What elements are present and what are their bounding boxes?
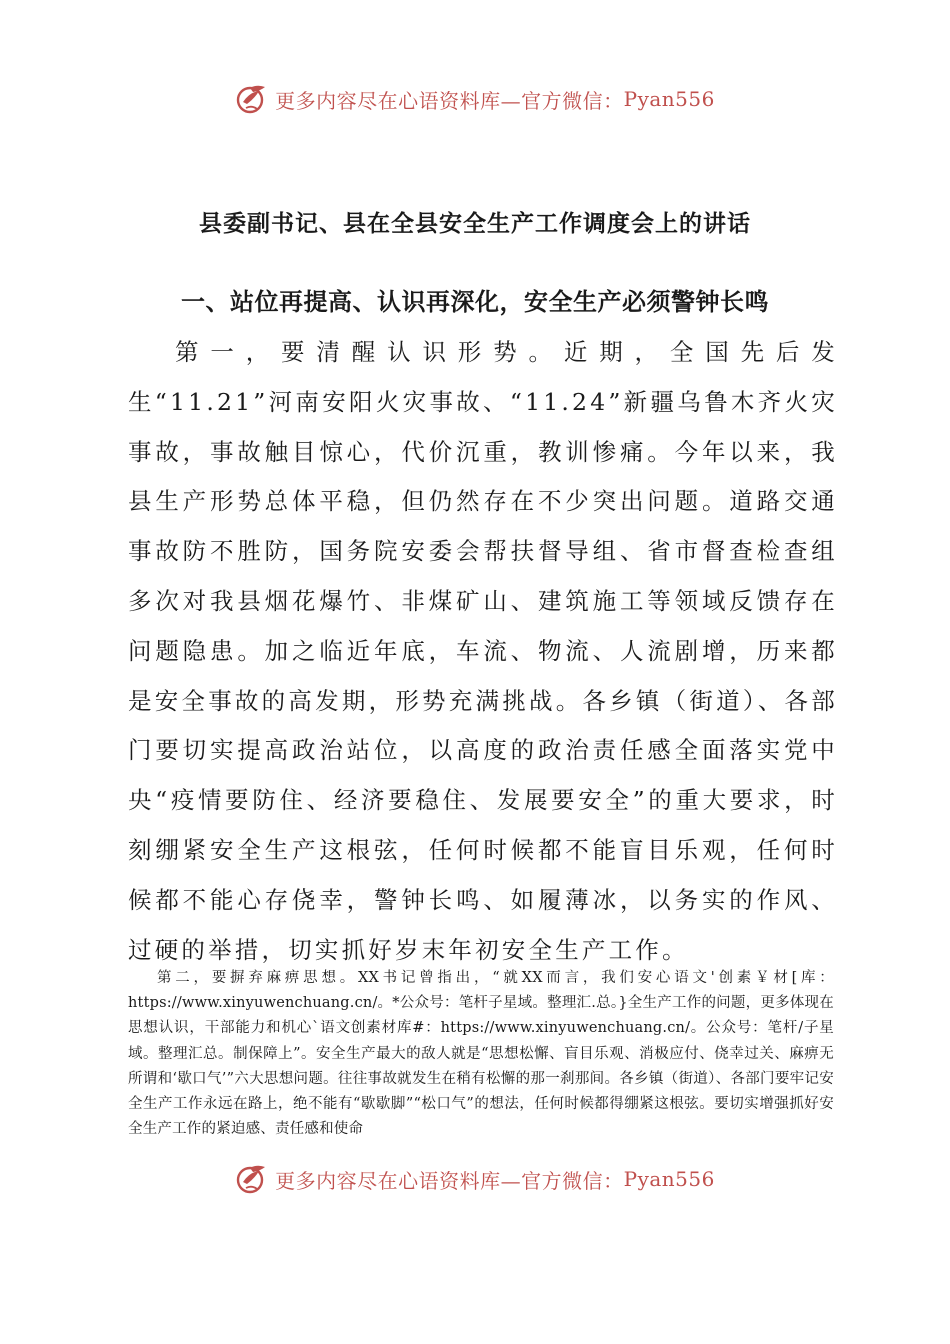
body-paragraph-2: 第二，要摒弃麻痹思想。XX书记曾指出，“就XX而言，我们安心语文'创素￥材[库：https://www.xinyuwenchuang.cn/。*公众号：笔杆子星域。整理汇.总。}全生产工作的问题，更多体现在思想认识，干部能力和机心`语文创素材库#：https://www.xinyuwenchuang.cn/。公众号：笔杆/子星域。整理汇总。制保障上”。安全生产最大的敌人就是“思想松懈、盲目乐观、消极应付、侥幸过关、麻痹无所谓和‘歇口气’”六大思想问题。往往事故就发生在稍有松懈的那一刹那间。各乡镇（街道）、各部门要牢记安全生产工作永远在路上，绝不能有“歇歇脚”“松口气”的想法，任何时候都得绷紧这根弦。要切实增强抓好安全生产工作的紧迫感、责任感和使命 xyxy=(128,970,834,1138)
xinyu-logo-icon xyxy=(235,82,269,116)
document-title: 县委副书记、县在全县安全生产工作调度会上的讲话 xyxy=(199,211,751,237)
section-heading: 一、站位再提高、认识再深化，安全生产必须警钟长鸣 xyxy=(181,288,769,316)
footer-watermark-banner xyxy=(0,1162,950,1196)
xinyu-logo-icon xyxy=(235,1162,269,1196)
body-paragraph-1: 第一，要清醒认识形势。近期，全国先后发生“11.21”河南安阳火灾事故、“11.24”新疆乌鲁木齐火灾事故，事故触目惊心，代价沉重，教训惨痛。今年以来，我县生产形势总体平稳，但仍然存在不少突出问题。道路交通事故防不胜防，国务院安委会帮扶督导组、省市督查检查组多次对我县烟花爆竹、非煤矿山、建筑施工等领域反馈存在问题隐患。加之临近年底，车流、物流、人流剧增，历来都是安全事故的高发期，形势充满挑战。各乡镇（街道）、各部门要切实提高政治站位，以高度的政治责任感全面落实党中央“疫情要防住、经济要稳住、发展要安全”的重大要求，时刻绷紧安全生产这根弦，任何时候都不能盲目乐观，任何时候都不能心存侥幸，警钟长鸣、如履薄冰，以务实的作风、过硬的举措，切实抓好岁末年初安全生产工作。 xyxy=(128,338,838,964)
banner-text: 更多内容尽在心语资料库—官方微信： xyxy=(275,1168,624,1193)
header-watermark-banner xyxy=(0,82,950,116)
banner-wechat-id: Pyan556 xyxy=(623,1167,715,1191)
banner-text: 更多内容尽在心语资料库—官方微信： xyxy=(275,88,624,113)
banner-wechat-id: Pyan556 xyxy=(623,87,715,111)
